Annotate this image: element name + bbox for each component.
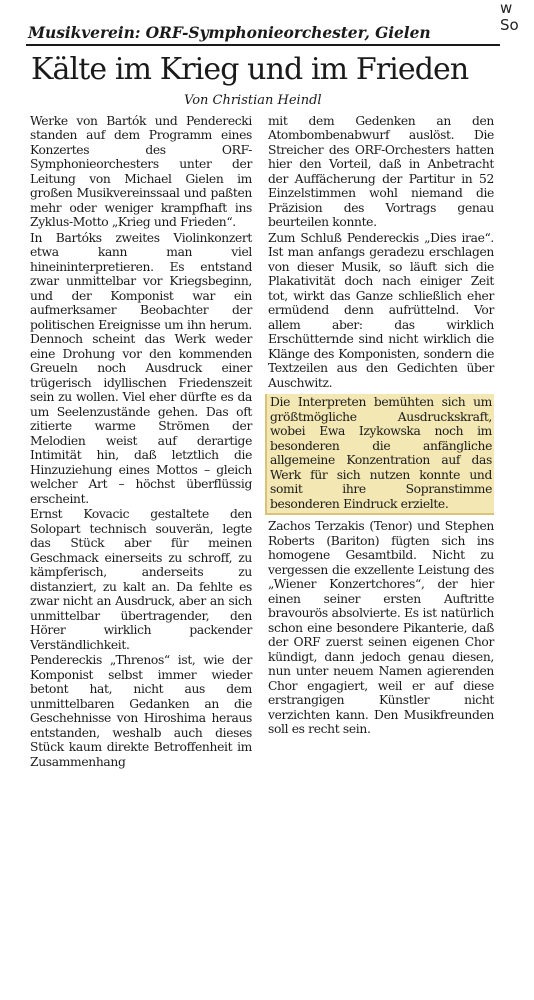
article-body xyxy=(26,114,500,771)
section-kicker: Musikverein: ORF-Symphonieorchester, Gielen xyxy=(26,22,500,46)
newspaper-clipping xyxy=(26,22,500,992)
paragraph: Werke von Bartók und Penderecki standen auf dem Programm eines Konzertes des ORF-Symphonieorchesters unter der Leitung von Michael Gielen im großen Musikvereinssaal und paßten mehr oder weniger krampfhaft ins Zyklus-Motto „Krieg und Frieden“. xyxy=(30,113,252,229)
paragraph: In Bartóks zweites Violinkonzert etwa kann man viel hineininterpretieren. Es entstand zwar unmittelbar vor Kriegsbeginn, und der Komponist war ein aufmerksamer Beobachter der politischen Ereignisse um ihn herum. Dennoch scheint das Werk weder eine Drohung vor den kommenden Greueln noch Ausdruck einer trügerisch idyllischen Friedenszeit sein zu wollen. Viel eher dürfte es da um Seelenzustände gehen. Das oft zitierte warme Strömen der Melodien weist auf derartige Intimität hin, daß letztlich die Hinzuziehung eines Mottos – gleich welcher Art – höchst überflüssig erscheint. xyxy=(30,230,252,506)
paragraph: Zachos Terzakis (Tenor) und Stephen Roberts (Bariton) fügten sich ins homogene Gesamtbild. Nicht zu vergessen die exzellente Leistung des „Wiener Konzertchores“, der hier einen seiner ersten Auftritte bravourös absolvierte. Es ist natürlich schon eine besondere Pikanterie, daß der ORF zuerst seinen eigenen Chor kündigt, dann jedoch genau diesen, nun unter neuem Namen agierenden Chor engagiert, weil er auf diese erstrangigen Künstler nicht verzichten kann. Den Musikfreunden soll es recht sein. xyxy=(268,519,494,736)
margin-note-line: So xyxy=(500,15,519,34)
right-column xyxy=(268,114,494,738)
article-byline: Von Christian Heindl xyxy=(184,92,322,108)
paragraph: Die Interpreten bemühten sich um größtmögliche Ausdruckskraft, wobei Ewa Izykowska noch im besonderen die anfängliche allgemeine Konzentration auf das Werk für sich nutzen konnte und somit ihre Sopranstimme besonderen Eindruck erzielte. xyxy=(270,395,492,511)
paragraph: Pendereckis „Threnos“ ist, wie der Komponist selbst immer wieder betont hat, nicht aus dem unmittelbaren Gedanken an die Geschehnisse von Hiroshima heraus entstanden, weshalb auch dieses Stück kaum direkte Betroffenheit im Zusammenhang xyxy=(30,653,252,769)
paragraph: Zum Schluß Pendereckis „Dies irae“. Ist man anfangs geradezu erschlagen von dieser Musik, so läuft sich die Plakativität doch nach einiger Zeit tot, wirkt das Ganze schließlich eher ermüdend denn aufrüttelnd. Vor allem aber: das wirklich Erschütternde sind nicht wirklich die Klänge des Komponisten, sondern die Textzeilen aus den Gedichten über Auschwitz. xyxy=(268,230,494,390)
highlighted-paragraph xyxy=(265,394,494,515)
margin-note-line: w xyxy=(500,0,513,17)
paragraph: mit dem Gedenken an den Atombombenabwurf auslöst. Die Streicher des ORF-Orchesters hatten hier den Vorteil, daß in Anbetracht der Auffächerung der Partitur in 52 Einzelstimmen wohl niemand die Präzision des Vortrags genau beurteilen konnte. xyxy=(268,113,494,229)
handwritten-margin-note xyxy=(500,0,530,33)
article-headline: Kälte im Krieg und im Frieden xyxy=(31,52,469,87)
left-column xyxy=(30,114,252,771)
paragraph: Ernst Kovacic gestaltete den Solopart technisch souverän, legte das Stück aber für meinen Geschmack einerseits zu schroff, zu kämpferisch, anderseits zu distanziert, zu kalt an. Da fehlte es zwar nicht an Ausdruck, aber an sich unmittelbar übertragender, den Hörer wirklich packender Verständlichkeit. xyxy=(30,507,252,652)
